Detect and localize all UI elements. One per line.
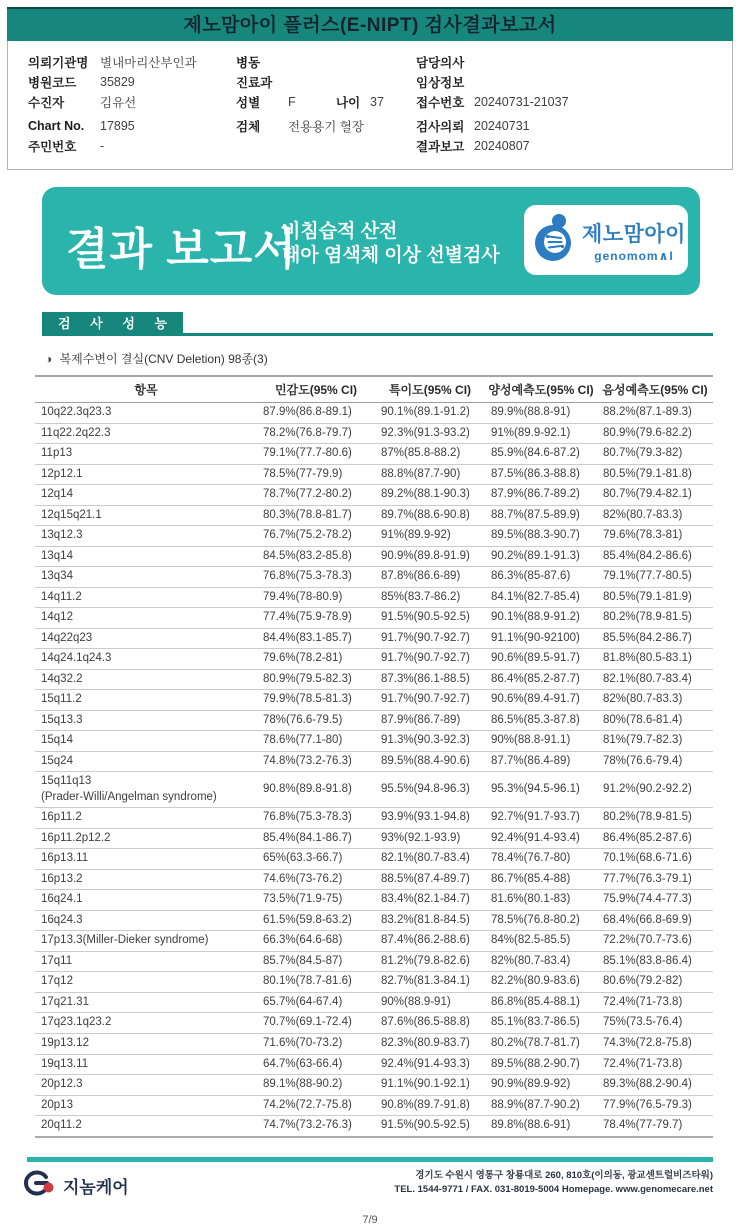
cell-region: 17q21.31 [35, 992, 257, 1013]
table-row [35, 567, 713, 588]
table-row [35, 444, 713, 465]
genomom-logo-text [582, 218, 686, 263]
cell-sens: 76.7%(75.2-78.2) [257, 526, 375, 547]
info-row [28, 52, 732, 72]
cell-sens: 73.5%(71.9-75) [257, 890, 375, 911]
cell-spec: 91.7%(90.7-92.7) [375, 628, 485, 649]
cell-ppv: 82%(80.7-83.4) [485, 951, 597, 972]
cell-npv: 82%(80.7-83.3) [597, 690, 713, 711]
field-chart [28, 119, 236, 133]
cnv-deletion-heading [45, 350, 740, 367]
cell-spec: 87.6%(86.5-88.8) [375, 1013, 485, 1034]
cell-region: 13q34 [35, 567, 257, 588]
table-row [35, 1033, 713, 1054]
cell-region: 19q13.11 [35, 1054, 257, 1075]
cell-region: 20p12.3 [35, 1075, 257, 1096]
cell-ppv: 95.3%(94.5-96.1) [485, 772, 597, 808]
cell-sens: 85.4%(84.1-86.7) [257, 828, 375, 849]
table-row [35, 464, 713, 485]
cell-sens: 70.7%(69.1-72.4) [257, 1013, 375, 1034]
cell-npv: 89.3%(88.2-90.4) [597, 1075, 713, 1096]
table-row [35, 608, 713, 629]
cell-ppv: 89.8%(88.6-91) [485, 1116, 597, 1137]
field-sex-value: F [288, 95, 296, 109]
cell-sens: 79.9%(78.5-81.3) [257, 690, 375, 711]
cell-region: 15q11.2 [35, 690, 257, 711]
cell-region: 12p12.1 [35, 464, 257, 485]
cell-sens: 80.3%(78.8-81.7) [257, 505, 375, 526]
cell-npv: 72.4%(71-73.8) [597, 1054, 713, 1075]
field-sex-age [236, 93, 416, 111]
cell-spec: 85%(83.7-86.2) [375, 587, 485, 608]
field-hospital-code-label: 병원코드 [28, 76, 77, 90]
cell-sens: 79.1%(77.7-80.6) [257, 444, 375, 465]
cell-ppv: 89.5%(88.2-90.7) [485, 1054, 597, 1075]
table-row [35, 1054, 713, 1075]
column-header-4: 음성예측도(95% CI) [597, 376, 713, 403]
table-row [35, 526, 713, 547]
footer-address [394, 1169, 713, 1198]
cell-spec: 93.9%(93.1-94.8) [375, 808, 485, 829]
table-row [35, 1095, 713, 1116]
cell-sens: 74.8%(73.2-76.3) [257, 751, 375, 772]
field-ward-label: 병동 [236, 56, 261, 70]
cell-region: 19p13.12 [35, 1033, 257, 1054]
field-hospital-code-value: 35829 [100, 75, 135, 89]
cell-ppv: 89.9%(88.8-91) [485, 403, 597, 424]
cell-region: 16q24.3 [35, 910, 257, 931]
cell-npv: 80.2%(78.9-81.5) [597, 608, 713, 629]
cell-npv: 81.8%(80.5-83.1) [597, 649, 713, 670]
cell-sens: 78.5%(77-79.9) [257, 464, 375, 485]
table-row [35, 951, 713, 972]
cell-region: 16p11.2 [35, 808, 257, 829]
cell-npv: 75%(73.5-76.4) [597, 1013, 713, 1034]
cell-npv: 85.1%(83.8-86.4) [597, 951, 713, 972]
cell-sens: 64.7%(63-66.4) [257, 1054, 375, 1075]
table-row [35, 1116, 713, 1137]
cell-npv: 78%(76.6-79.4) [597, 751, 713, 772]
cell-ppv: 85.1%(83.7-86.5) [485, 1013, 597, 1034]
cell-npv: 80.7%(79.3-82) [597, 444, 713, 465]
cell-npv: 80.9%(79.6-82.2) [597, 423, 713, 444]
genomom-logo-english: genomom∧I [594, 248, 674, 263]
cell-region-subtext: (Prader-Willi/Angelman syndrome) [41, 790, 217, 803]
field-report-date-label: 결과보고 [416, 140, 465, 154]
cell-spec: 90.8%(89.7-91.8) [375, 1095, 485, 1116]
genomecare-logo [20, 1169, 129, 1202]
cell-sens: 74.7%(73.2-76.3) [257, 1116, 375, 1137]
table-row [35, 890, 713, 911]
cell-region: 14q24.1q24.3 [35, 649, 257, 670]
field-request-value: 20240731 [474, 119, 530, 133]
column-header-1: 민감도(95% CI) [257, 376, 375, 403]
field-age-label: 나이 [336, 96, 361, 110]
field-age-value: 37 [370, 95, 384, 109]
banner-subtitle-line2: 태아 염색체 이상 선별검사 [282, 244, 500, 266]
cell-npv: 77.7%(76.3-79.1) [597, 869, 713, 890]
field-hospital-code [28, 73, 236, 91]
result-banner [42, 187, 700, 295]
half-circle-bullet-icon: ◑ [45, 352, 53, 366]
cell-ppv: 91.1%(90-92100) [485, 628, 597, 649]
cell-region: 16q24.1 [35, 890, 257, 911]
table-row [35, 546, 713, 567]
cell-sens: 89.1%(88-90.2) [257, 1075, 375, 1096]
footer [20, 1169, 713, 1202]
field-doctor-label: 담당의사 [416, 56, 465, 70]
table-row [35, 992, 713, 1013]
field-dept [236, 73, 416, 91]
cell-sens: 85.7%(84.5-87) [257, 951, 375, 972]
cell-npv: 70.1%(68.6-71.6) [597, 849, 713, 870]
cell-npv: 80.2%(78.9-81.5) [597, 808, 713, 829]
cell-spec: 82.3%(80.9-83.7) [375, 1033, 485, 1054]
table-row [35, 403, 713, 424]
cell-ppv: 89.5%(88.3-90.7) [485, 526, 597, 547]
field-specimen-label: 검체 [236, 120, 261, 134]
cell-sens: 65%(63.3-66.7) [257, 849, 375, 870]
info-row [28, 72, 732, 92]
cell-region: 16p11.2p12.2 [35, 828, 257, 849]
cell-spec: 83.2%(81.8-84.5) [375, 910, 485, 931]
cell-spec: 87.8%(86.6-89) [375, 567, 485, 588]
cell-ppv: 86.4%(85.2-87.7) [485, 669, 597, 690]
cell-spec: 82.1%(80.7-83.4) [375, 849, 485, 870]
banner-subtitle-line1: 비침습적 산전 [282, 221, 398, 242]
cell-sens: 78.6%(77.1-80) [257, 731, 375, 752]
cell-spec: 91.1%(90.1-92.1) [375, 1075, 485, 1096]
cell-ppv: 90.9%(89.9-92) [485, 1075, 597, 1096]
cell-spec: 83.4%(82.1-84.7) [375, 890, 485, 911]
column-header-0: 항목 [35, 376, 257, 403]
cell-spec: 89.7%(88.6-90.8) [375, 505, 485, 526]
field-report-date-value: 20240807 [474, 139, 530, 153]
cell-spec: 87.9%(86.7-89) [375, 710, 485, 731]
cell-npv: 77.9%(76.5-79.3) [597, 1095, 713, 1116]
cell-spec: 87.4%(86.2-88.6) [375, 931, 485, 952]
info-row [28, 92, 732, 112]
table-row [35, 690, 713, 711]
cell-spec: 90.9%(89.8-91.9) [375, 546, 485, 567]
cell-spec: 92.3%(91.3-93.2) [375, 423, 485, 444]
cell-region: 12q14 [35, 485, 257, 506]
field-org-label: 의뢰기관명 [28, 56, 89, 70]
section-header-rule [42, 312, 713, 336]
cell-sens: 90.8%(89.8-91.8) [257, 772, 375, 808]
table-row [35, 731, 713, 752]
cell-ppv: 82.2%(80.9-83.6) [485, 972, 597, 993]
info-row [28, 136, 732, 156]
field-resident-id-label: 주민번호 [28, 140, 77, 154]
table-row [35, 751, 713, 772]
column-header-3: 양성예측도(95% CI) [485, 376, 597, 403]
cell-npv: 75.9%(74.4-77.3) [597, 890, 713, 911]
cell-ppv: 91%(89.9-92.1) [485, 423, 597, 444]
cell-spec: 91.5%(90.5-92.5) [375, 1116, 485, 1137]
cell-region: 14q11.2 [35, 587, 257, 608]
table-row [35, 828, 713, 849]
cell-npv: 72.4%(71-73.8) [597, 992, 713, 1013]
cell-region: 13q12.3 [35, 526, 257, 547]
table-row [35, 710, 713, 731]
field-report-date [416, 137, 732, 155]
cell-sens: 71.6%(70-73.2) [257, 1033, 375, 1054]
field-org [28, 53, 236, 71]
field-request [416, 117, 732, 135]
cell-spec: 91.3%(90.3-92.3) [375, 731, 485, 752]
genomecare-logo-text: 지놈케어 [63, 1177, 129, 1197]
cell-region: 15q14 [35, 731, 257, 752]
cell-sens: 79.6%(78.2-81) [257, 649, 375, 670]
cell-region: 11q22.2q22.3 [35, 423, 257, 444]
cell-sens: 87.9%(86.8-89.1) [257, 403, 375, 424]
table-row [35, 931, 713, 952]
cell-sens: 61.5%(59.8-63.2) [257, 910, 375, 931]
patient-info-box [7, 41, 733, 170]
cell-ppv: 87.5%(86.3-88.8) [485, 464, 597, 485]
cell-npv: 80%(78.6-81.4) [597, 710, 713, 731]
cell-region: 11p13 [35, 444, 257, 465]
section-title: 검 사 성 능 [42, 312, 183, 336]
report-title: 제노맘아이 플러스(E-NIPT) 검사결과보고서 [7, 7, 733, 41]
cell-region: 16p13.11 [35, 849, 257, 870]
cell-sens: 80.1%(78.7-81.6) [257, 972, 375, 993]
field-ward [236, 53, 416, 71]
cell-npv: 79.6%(78.3-81) [597, 526, 713, 547]
table-row [35, 910, 713, 931]
cell-ppv: 86.3%(85-87.6) [485, 567, 597, 588]
cnv-deletion-heading-text: 복제수변이 결실(CNV Deletion) 98종(3) [59, 352, 268, 366]
table-row [35, 485, 713, 506]
cell-npv: 72.2%(70.7-73.6) [597, 931, 713, 952]
cell-ppv: 87.9%(86.7-89.2) [485, 485, 597, 506]
cell-spec: 88.5%(87.4-89.7) [375, 869, 485, 890]
cell-ppv: 90.1%(88.9-91.2) [485, 608, 597, 629]
cell-spec: 92.4%(91.4-93.3) [375, 1054, 485, 1075]
footer-accent-bar [27, 1157, 713, 1162]
cell-sens: 65.7%(64-67.4) [257, 992, 375, 1013]
cell-ppv: 84%(82.5-85.5) [485, 931, 597, 952]
cell-sens: 84.5%(83.2-85.8) [257, 546, 375, 567]
cell-sens: 76.8%(75.3-78.3) [257, 808, 375, 829]
field-doctor [416, 53, 732, 71]
cell-ppv: 81.6%(80.1-83) [485, 890, 597, 911]
cell-npv: 82.1%(80.7-83.4) [597, 669, 713, 690]
cell-region: 15q13.3 [35, 710, 257, 731]
genomom-mother-dna-icon [532, 211, 578, 270]
field-receipt-value: 20240731-21037 [474, 95, 569, 109]
cell-npv: 80.7%(79.4-82.1) [597, 485, 713, 506]
cell-npv: 82%(80.7-83.3) [597, 505, 713, 526]
cell-region: 17q11 [35, 951, 257, 972]
cell-ppv: 86.8%(85.4-88.1) [485, 992, 597, 1013]
column-header-2: 특이도(95% CI) [375, 376, 485, 403]
cell-npv: 80.5%(79.1-81.8) [597, 464, 713, 485]
cell-spec: 95.5%(94.8-96.3) [375, 772, 485, 808]
cell-ppv: 90.6%(89.4-91.7) [485, 690, 597, 711]
cell-npv: 88.2%(87.1-89.3) [597, 403, 713, 424]
cell-spec: 91.7%(90.7-92.7) [375, 690, 485, 711]
cell-ppv: 92.7%(91.7-93.7) [485, 808, 597, 829]
cell-npv: 81%(79.7-82.3) [597, 731, 713, 752]
cell-npv: 79.1%(77.7-80.5) [597, 567, 713, 588]
cell-spec: 91.5%(90.5-92.5) [375, 608, 485, 629]
cell-spec: 82.7%(81.3-84.1) [375, 972, 485, 993]
field-specimen [236, 117, 416, 135]
cell-ppv: 85.9%(84.6-87.2) [485, 444, 597, 465]
cell-region: 20p13 [35, 1095, 257, 1116]
cell-spec: 87.3%(86.1-88.5) [375, 669, 485, 690]
cell-spec: 90.1%(89.1-91.2) [375, 403, 485, 424]
cell-ppv: 87.7%(86.4-89) [485, 751, 597, 772]
cell-sens: 74.2%(72.7-75.8) [257, 1095, 375, 1116]
field-dept-label: 진료과 [236, 76, 273, 90]
cell-npv: 68.4%(66.8-69.9) [597, 910, 713, 931]
cell-sens: 77.4%(75.9-78.9) [257, 608, 375, 629]
field-patient [28, 93, 236, 111]
table-row [35, 423, 713, 444]
cell-npv: 80.5%(79.1-81.9) [597, 587, 713, 608]
cell-sens: 80.9%(79.5-82.3) [257, 669, 375, 690]
table-row [35, 1013, 713, 1034]
performance-table [35, 375, 713, 1138]
cell-region: 17p13.3(Miller-Dieker syndrome) [35, 931, 257, 952]
cell-sens: 78.2%(76.8-79.7) [257, 423, 375, 444]
cell-region: 14q22q23 [35, 628, 257, 649]
field-clinical [416, 73, 732, 91]
field-chart-value: 17895 [100, 119, 135, 133]
info-row [28, 116, 732, 136]
table-row [35, 849, 713, 870]
field-sex-label: 성별 [236, 96, 261, 110]
cell-region: 15q24 [35, 751, 257, 772]
cell-region: 16p13.2 [35, 869, 257, 890]
cell-sens: 66.3%(64.6-68) [257, 931, 375, 952]
field-receipt-label: 접수번호 [416, 96, 465, 110]
table-header-row [35, 376, 713, 403]
cell-npv: 85.4%(84.2-86.6) [597, 546, 713, 567]
cell-sens: 74.6%(73-76.2) [257, 869, 375, 890]
table-row [35, 649, 713, 670]
table-row [35, 808, 713, 829]
cell-sens: 78%(76.6-79.5) [257, 710, 375, 731]
cell-spec: 91%(89.9-92) [375, 526, 485, 547]
banner-subtitle [282, 220, 500, 268]
table-row [35, 1075, 713, 1096]
cell-ppv: 88.9%(87.7-90.2) [485, 1095, 597, 1116]
field-clinical-label: 임상정보 [416, 76, 465, 90]
cell-ppv: 86.7%(85.4-88) [485, 869, 597, 890]
cell-region: 20q11.2 [35, 1116, 257, 1137]
cell-region: 14q32.2 [35, 669, 257, 690]
cell-sens: 79.4%(78-80.9) [257, 587, 375, 608]
field-patient-label: 수진자 [28, 96, 65, 110]
cell-region: 17q23.1q23.2 [35, 1013, 257, 1034]
table-row [35, 669, 713, 690]
cell-region: 12q15q21.1 [35, 505, 257, 526]
cell-ppv: 84.1%(82.7-85.4) [485, 587, 597, 608]
cell-ppv: 78.5%(76.8-80.2) [485, 910, 597, 931]
cell-ppv: 90.2%(89.1-91.3) [485, 546, 597, 567]
cell-region: 17q12 [35, 972, 257, 993]
cell-sens: 84.4%(83.1-85.7) [257, 628, 375, 649]
cell-region: 13q14 [35, 546, 257, 567]
genomom-logo-korean: 제노맘아이 [582, 222, 686, 246]
field-resident-id [28, 137, 236, 155]
cell-ppv: 88.7%(87.5-89.9) [485, 505, 597, 526]
cell-region: 10q22.3q23.3 [35, 403, 257, 424]
cell-npv: 85.5%(84.2-86.7) [597, 628, 713, 649]
field-specimen-value: 전용용기 혈장 [288, 120, 364, 134]
table-row [35, 505, 713, 526]
cell-spec: 90%(88.9-91) [375, 992, 485, 1013]
banner-title: 결과 보고서 [66, 225, 297, 274]
cell-ppv: 90%(88.8-91.1) [485, 731, 597, 752]
field-chart-label: Chart No. [28, 119, 85, 133]
table-row [35, 587, 713, 608]
cell-ppv: 92.4%(91.4-93.4) [485, 828, 597, 849]
cell-npv: 86.4%(85.2-87.6) [597, 828, 713, 849]
cell-ppv: 86.5%(85.3-87.8) [485, 710, 597, 731]
cell-spec: 88.8%(87.7-90) [375, 464, 485, 485]
cell-ppv: 90.6%(89.5-91.7) [485, 649, 597, 670]
cell-region: 14q12 [35, 608, 257, 629]
table-row [35, 869, 713, 890]
cell-spec: 81.2%(79.8-82.6) [375, 951, 485, 972]
field-patient-value: 김유선 [100, 96, 137, 110]
field-receipt [416, 93, 732, 111]
cell-region: 15q11q13 (Prader-Willi/Angelman syndrome) [35, 772, 257, 808]
footer-address-line1: 경기도 수원시 영통구 창룡대로 260, 810호(이의동, 광교센트럴비즈타워) [415, 1169, 713, 1181]
cell-spec: 91.7%(90.7-92.7) [375, 649, 485, 670]
cell-npv: 74.3%(72.8-75.8) [597, 1033, 713, 1054]
table-row [35, 772, 713, 808]
cell-npv: 91.2%(90.2-92.2) [597, 772, 713, 808]
genomom-logo [524, 205, 688, 275]
field-request-label: 검사의뢰 [416, 120, 465, 134]
genomecare-g-icon [20, 1169, 58, 1202]
cell-spec: 87%(85.8-88.2) [375, 444, 485, 465]
cell-ppv: 78.4%(76.7-80) [485, 849, 597, 870]
cell-spec: 93%(92.1-93.9) [375, 828, 485, 849]
cell-spec: 89.5%(88.4-90.6) [375, 751, 485, 772]
cell-sens: 76.8%(75.3-78.3) [257, 567, 375, 588]
cell-npv: 78.4%(77-79.7) [597, 1116, 713, 1137]
table-row [35, 628, 713, 649]
footer-address-line2: TEL. 1544-9771 / FAX. 031-8019-5004 Homepage. www.genomecare.net [394, 1184, 713, 1196]
field-org-value: 별내마리산부인과 [100, 56, 197, 70]
page-number: 7/9 [362, 1213, 378, 1226]
cell-npv: 80.6%(79.2-82) [597, 972, 713, 993]
cell-sens: 78.7%(77.2-80.2) [257, 485, 375, 506]
field-resident-id-value: - [100, 139, 105, 153]
table-row [35, 972, 713, 993]
cell-ppv: 80.2%(78.7-81.7) [485, 1033, 597, 1054]
cell-spec: 89.2%(88.1-90.3) [375, 485, 485, 506]
